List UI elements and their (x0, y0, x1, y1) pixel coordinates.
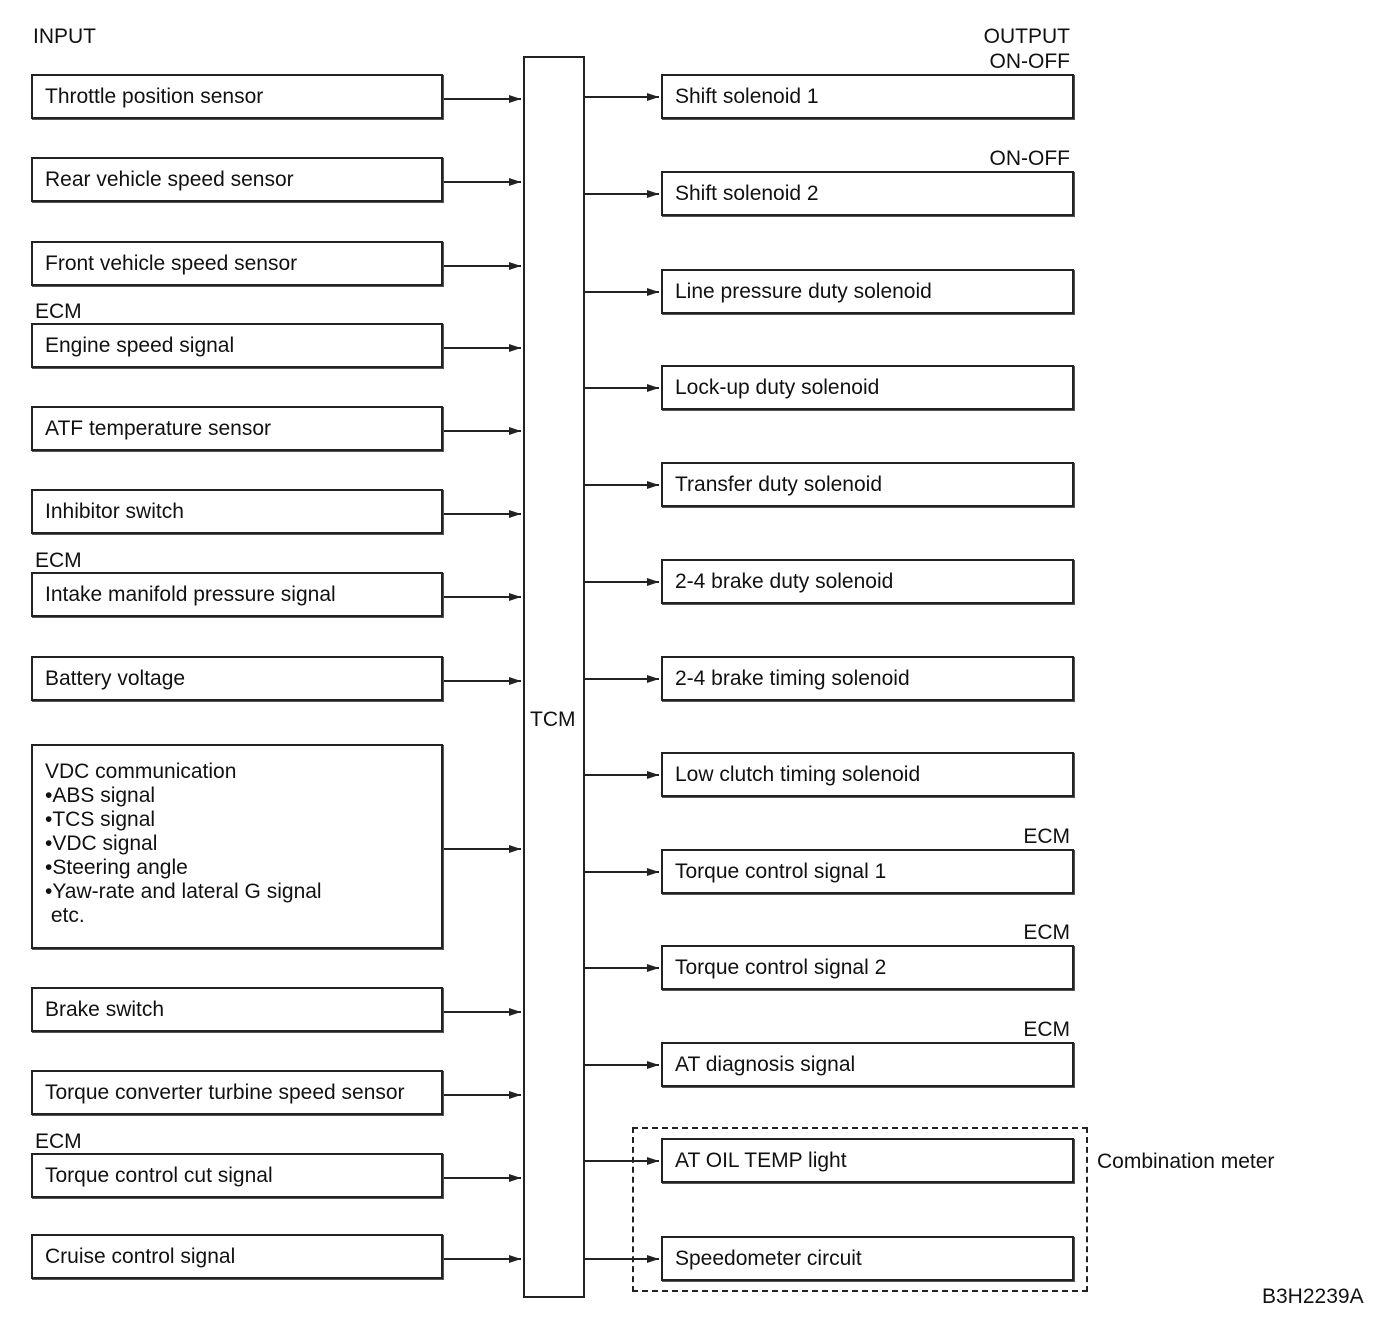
input-box-engine-speed-signal (31, 323, 443, 368)
input-label: Brake switch (45, 997, 165, 1021)
input-box-intake-manifold-pressure-signal (31, 572, 443, 617)
input-box-torque-control-cut-signal (31, 1153, 443, 1198)
input-label: Cruise control signal (45, 1244, 236, 1268)
input-label: Throttle position sensor (45, 84, 264, 108)
input-sub-item: •ABS signal (45, 784, 156, 807)
output-box-transfer-duty-solenoid (661, 462, 1074, 507)
input-label: Torque converter turbine speed sensor (45, 1080, 405, 1104)
output-box-2-4-brake-timing-solenoid (661, 656, 1074, 701)
output-label: Shift solenoid 2 (675, 181, 819, 205)
output-box-shift-solenoid-1 (661, 74, 1074, 119)
output-box-torque-control-signal-2 (661, 945, 1074, 990)
input-label: Intake manifold pressure signal (45, 582, 336, 606)
input-box-front-vehicle-speed-sensor (31, 241, 443, 286)
output-box-line-pressure-duty-solenoid (661, 269, 1074, 314)
input-label: Rear vehicle speed sensor (45, 167, 294, 191)
input-sub-item: •Steering angle (45, 856, 188, 879)
input-source-ecm: ECM (35, 1130, 82, 1153)
output-target-ecm: ECM (1023, 1018, 1070, 1041)
output-box-at-diagnosis-signal (661, 1042, 1074, 1087)
input-label: Engine speed signal (45, 333, 235, 357)
input-sub-item: etc. (45, 904, 85, 927)
output-label: Transfer duty solenoid (675, 472, 882, 496)
input-source-ecm: ECM (35, 549, 82, 572)
combination-meter-label: Combination meter (1097, 1150, 1275, 1173)
input-box-vdc-communication (31, 744, 443, 949)
output-label: Torque control signal 2 (675, 955, 887, 979)
input-sub-item: •TCS signal (45, 808, 156, 831)
output-box-lock-up-duty-solenoid (661, 365, 1074, 410)
input-label: Inhibitor switch (45, 499, 184, 523)
tcm-label: TCM (530, 708, 576, 731)
output-header: OUTPUT (983, 25, 1070, 48)
input-box-battery-voltage (31, 656, 443, 701)
input-box-brake-switch (31, 987, 443, 1032)
input-source-ecm: ECM (35, 300, 82, 323)
output-box-torque-control-signal-1 (661, 849, 1074, 894)
output-target-ecm: ECM (1023, 921, 1070, 944)
output-label: Low clutch timing solenoid (675, 762, 921, 786)
output-label: Line pressure duty solenoid (675, 279, 932, 303)
input-box-throttle-position-sensor (31, 74, 443, 119)
input-header: INPUT (33, 25, 96, 48)
output-box-shift-solenoid-2 (661, 171, 1074, 216)
input-label: ATF temperature sensor (45, 416, 272, 440)
input-box-cruise-control-signal (31, 1234, 443, 1279)
input-sub-item: •VDC signal (45, 832, 158, 855)
output-box-low-clutch-timing-solenoid (661, 752, 1074, 797)
input-box-rear-vehicle-speed-sensor (31, 157, 443, 202)
input-label: Front vehicle speed sensor (45, 251, 298, 275)
input-label: Battery voltage (45, 666, 186, 690)
tcm-block (523, 56, 585, 1298)
output-label: Lock-up duty solenoid (675, 375, 880, 399)
output-mode-on-off: ON-OFF (989, 50, 1070, 73)
output-box-at-oil-temp-light (661, 1138, 1074, 1183)
output-label: Torque control signal 1 (675, 859, 887, 883)
output-box-speedometer-circuit (661, 1236, 1074, 1281)
input-box-inhibitor-switch (31, 489, 443, 534)
output-label: Shift solenoid 1 (675, 84, 819, 108)
figure-code: B3H2239A (1262, 1285, 1364, 1308)
output-box-2-4-brake-duty-solenoid (661, 559, 1074, 604)
input-label: Torque control cut signal (45, 1163, 273, 1187)
output-label: 2-4 brake timing solenoid (675, 666, 910, 690)
output-mode-on-off: ON-OFF (989, 147, 1070, 170)
output-label: 2-4 brake duty solenoid (675, 569, 894, 593)
input-box-atf-temperature-sensor (31, 406, 443, 451)
input-label: VDC communication (45, 760, 237, 783)
output-label: AT diagnosis signal (675, 1052, 856, 1076)
output-target-ecm: ECM (1023, 825, 1070, 848)
output-label: Speedometer circuit (675, 1246, 862, 1270)
input-box-torque-converter-turbine-speed-sensor (31, 1070, 443, 1115)
input-sub-item: •Yaw-rate and lateral G signal (45, 880, 322, 903)
output-label: AT OIL TEMP light (675, 1148, 847, 1172)
